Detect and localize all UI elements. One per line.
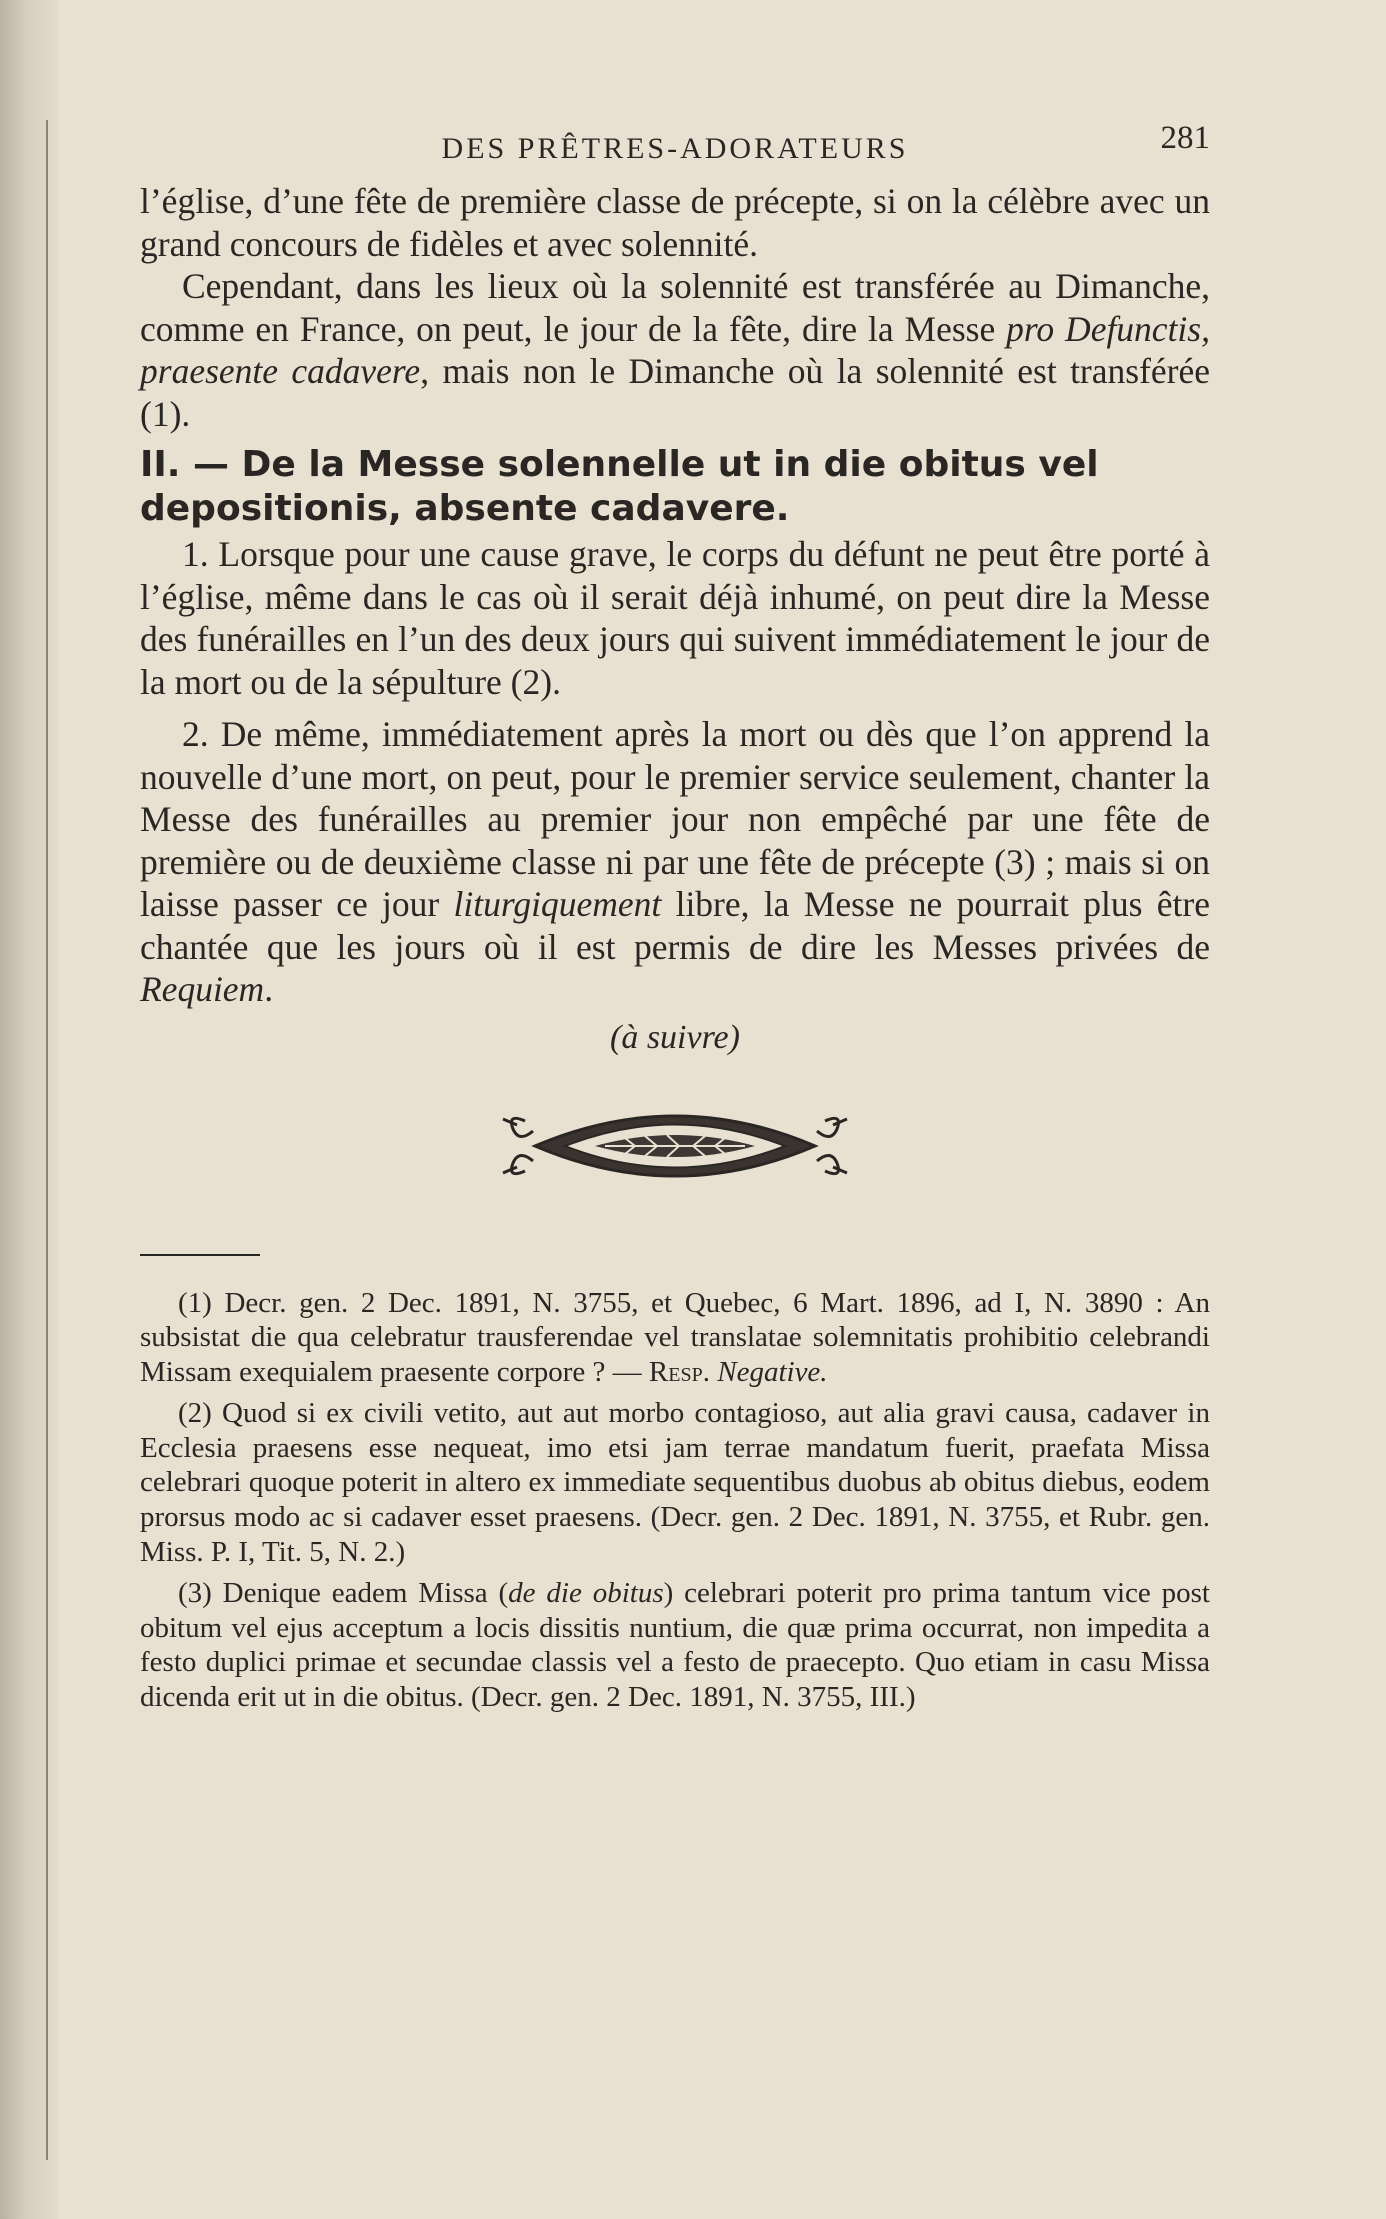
point-2-italic-1: liturgiquement (453, 884, 662, 924)
footnote-3-italic: de die obitus (508, 1576, 664, 1609)
point-2-end: . (264, 969, 274, 1009)
footnote-1-text: (1) Decr. gen. 2 Dec. 1891, N. 3755, et Quebec, 6 Mart. 1896, ad I, N. 3890 : An subsistat die qua celebratur trausferendae vel translatae solemnitatis prohibitio celebrandi Missam exequialem praesente corpore ? — (140, 1286, 1210, 1389)
footnote-3 (140, 1576, 1210, 1715)
footnote-3-start: (3) Denique eadem Missa ( (178, 1576, 509, 1609)
gutter-fold-line (46, 120, 48, 2160)
running-head (140, 120, 1210, 180)
footnote-1 (140, 1286, 1210, 1390)
paragraph-2 (140, 265, 1210, 435)
footnote-1-resp: Resp. (648, 1356, 710, 1389)
footnote-3-end: ) celebrari poterit pro prima tantum vice post obitum vel ejus acceptum a locis dissitis nuntium, die quæ prima occurrat, non impedita a festo duplici primae et secundae classis vel a festo de praecepto. Quo etiam in casu Missa dicenda erit ut in die obitus. (Decr. gen. 2 Dec. 1891, N. 3755, III.) (140, 1576, 1210, 1714)
point-1: 1. Lorsque pour une cause grave, le corps du défunt ne peut être porté à l’église, même dans le cas où il serait déjà inhumé, on peut dire la Messe des funérailles en l’un des deux jours qui suivent immédiatement le jour de la mort ou de la sépulture (2). (140, 534, 1210, 702)
page-number: 281 (1160, 120, 1210, 156)
continue-label: (à suivre) (610, 1018, 740, 1056)
point-2 (140, 713, 1210, 1011)
footnote-1-negative: Negative. (717, 1356, 828, 1389)
fleuron-ornament-icon (140, 1091, 1210, 1206)
paragraph-1: l’église, d’une fête de première classe de précepte, si on la célèbre avec un grand concours de fidèles et avec solennité. (140, 181, 1210, 264)
running-title: DES PRÊTRES-ADORATEURS (441, 132, 909, 165)
point-2-start: 2. De même, immédiatement après la mort ou dès que l’on apprend la nouvelle d’une mort, on peut, pour le premier service seulement, chanter la Messe des funérailles au premier jour non empêché par une fête de première ou de deuxième classe ni par une fête de précepte (3) ; mais si on laisse passer ce jour (140, 714, 1210, 924)
paragraph-2-start: Cependant, dans les lieux où la solennité est transférée au Dimanche, comme en France, on peut, le jour de la fête, dire la Messe (140, 266, 1210, 349)
book-gutter (0, 0, 58, 2219)
paragraph-2-end: , mais non le Dimanche où la solennité est transférée (1). (140, 351, 1210, 434)
body-text (140, 180, 1210, 1057)
book-page (140, 120, 1210, 1721)
footnotes (140, 1286, 1210, 1716)
footnote-rule (140, 1254, 260, 1256)
point-2-italic-2: Requiem (140, 969, 265, 1009)
section-heading: II. — De la Messe solennelle ut in die obitus vel depositionis, absente cadavere. (140, 444, 1099, 529)
footnote-2: (2) Quod si ex civili vetito, aut aut morbo contagioso, aut alia gravi causa, cadaver in Ecclesia praesens esse nequeat, imo etsi jam terrae mandatum fuerit, praefata Missa celebrari quoque poterit in altero ex immediate sequentibus duobus ab obitus diebus, eodem prorsus modo ac si cadaver esset praesens. (Decr. gen. 2 Dec. 1891, N. 3755, et Rubr. gen. Miss. P. I, Tit. 5, N. 2.) (140, 1396, 1210, 1569)
paragraph-2-latin: pro Defunctis, praesente cadavere (140, 308, 1210, 391)
point-2-middle: libre, la Messe ne pourrait plus être chantée que les jours où il est permis de dire les Messes privées de (140, 884, 1210, 967)
